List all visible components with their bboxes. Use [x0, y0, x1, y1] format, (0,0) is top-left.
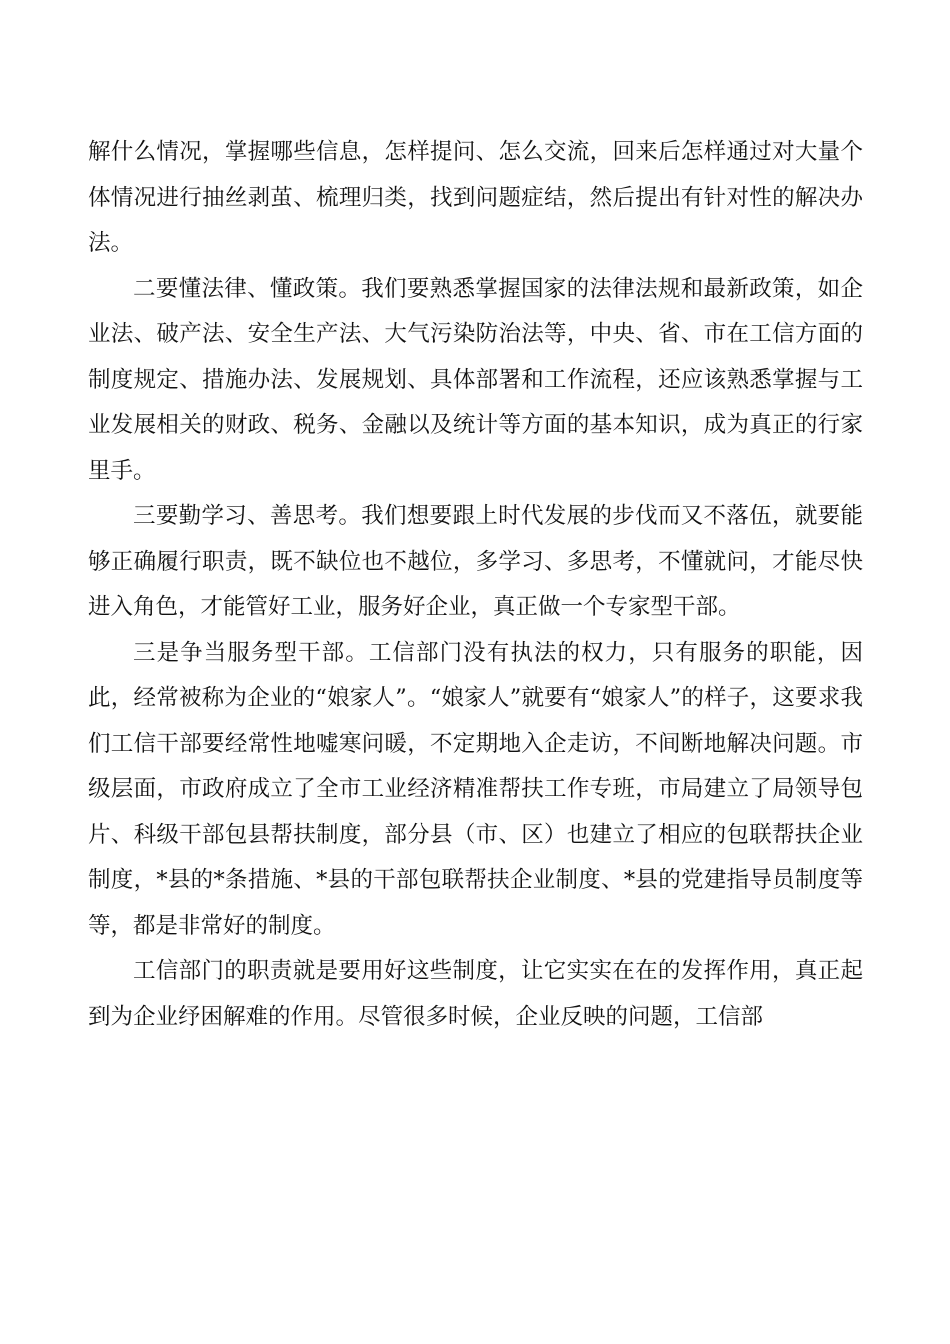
paragraph-study-think: 三要勤学习、善思考。我们想要跟上时代发展的步伐而又不落伍，就要能够正确履行职责，既不缺位也不越位，多学习、多思考，不懂就问，才能尽快进入角色，才能管好工业，服务好企业，真正做一个专家型干部。 [88, 503, 863, 620]
paragraph-law-policy: 二要懂法律、懂政策。我们要熟悉掌握国家的法律法规和最新政策，如企业法、破产法、安全生产法、大气污染防治法等，中央、省、市在工信方面的制度规定、措施办法、发展规划、具体部署和工作流程，还应该熟悉掌握与工业发展相关的财政、税务、金融以及统计等方面的基本知识，成为真正的行家里手。 [88, 275, 863, 484]
document-body [88, 130, 863, 1040]
paragraph-service-cadre: 三是争当服务型干部。工信部门没有执法的权力，只有服务的职能，因此，经常被称为企业的“娘家人”。“娘家人”就要有“娘家人”的样子，这要求我们工信干部要经常性地嘘寒问暖，不定期地入企走访，不间断地解决问题。市级层面，市政府成立了全市工业经济精准帮扶工作专班，市局建立了局领导包片、科级干部包县帮扶制度，部分县（市、区）也建立了相应的包联帮扶企业制度，*县的*条措施、*县的干部包联帮扶企业制度、*县的党建指导员制度等等，都是非常好的制度。 [88, 639, 863, 939]
paragraph-continuation: 解什么情况，掌握哪些信息，怎样提问、怎么交流，回来后怎样通过对大量个体情况进行抽丝剥茧、梳理归类，找到问题症结，然后提出有针对性的解决办法。 [88, 139, 863, 256]
paragraph-department-duty: 工信部门的职责就是要用好这些制度，让它实实在在的发挥作用，真正起到为企业纾困解难的作用。尽管很多时候，企业反映的问题，工信部 [88, 958, 863, 1030]
